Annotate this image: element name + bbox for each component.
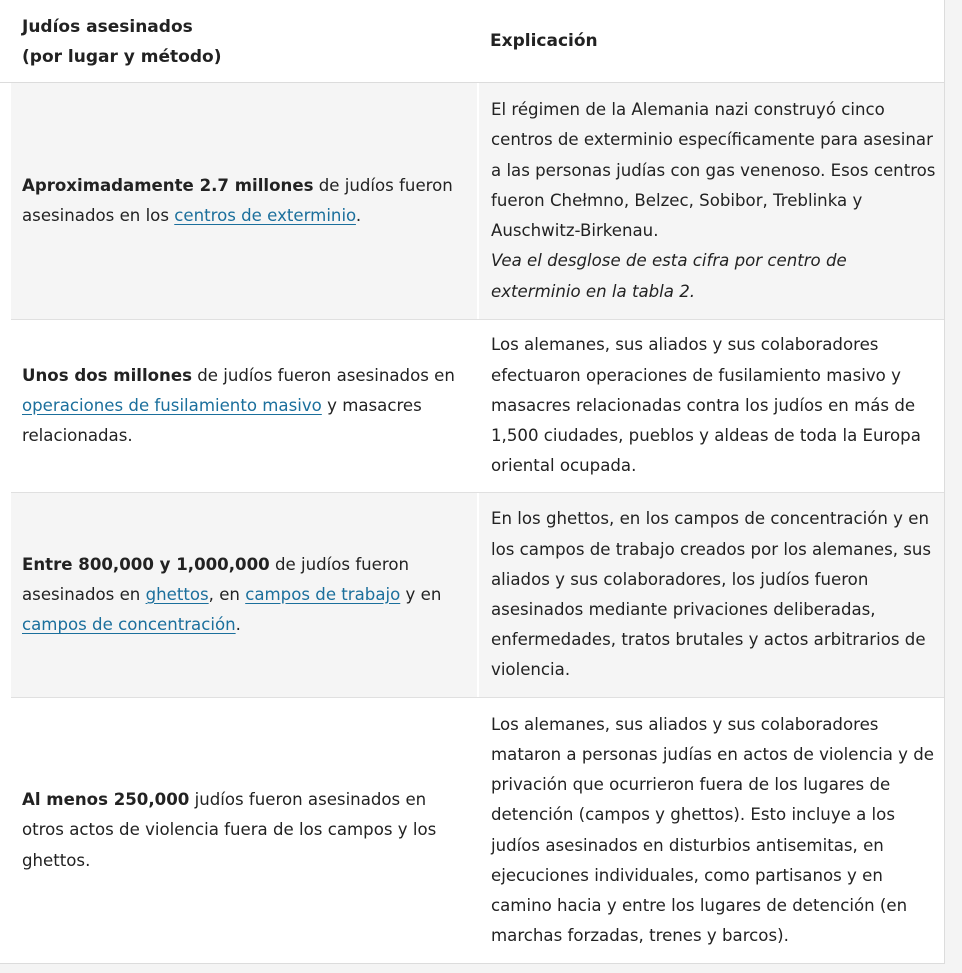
victims-text: judíos fueron asesinados en otros actos de violencia fuera de los campos y los ghettos. xyxy=(22,790,437,870)
link-ghettos[interactable]: ghettos xyxy=(145,584,209,604)
explanation-text: Los alemanes, sus aliados y sus colaboradores efectuaron operaciones de fusilamiento masivo y masacres relacionadas contra los judíos en más de 1,500 ciudades, pueblos y aldeas de toda la Europa oriental ocupada. xyxy=(491,335,921,476)
victims-text: y en xyxy=(400,584,442,604)
victims-text: de judíos fueron asesinados en xyxy=(191,365,455,385)
header-victims-line2: (por lugar y método) xyxy=(22,47,222,67)
victims-count: Aproximadamente 2.7 millones xyxy=(22,175,314,195)
victims-cell xyxy=(11,320,477,492)
victims-count: Unos dos millones xyxy=(22,365,192,385)
explanation-cell xyxy=(479,493,944,697)
link-campos-de-concentracion[interactable]: campos de concentración xyxy=(22,615,236,635)
victims-text: , en xyxy=(208,584,246,604)
victims-cell xyxy=(11,698,477,963)
explanation-cell xyxy=(479,698,944,963)
explanation-text: El régimen de la Alemania nazi construyó cinco centros de exterminio específicamente para asesinar a las personas judías con gas venenoso. Esos centros fueron Chełmno, Belzec, Sobibor, Treblinka y Auschwitz-Birkenau. xyxy=(491,100,936,241)
victims-count: Al menos 250,000 xyxy=(22,790,190,810)
victims-cell xyxy=(11,493,477,697)
header-victims-line1: Judíos asesinados xyxy=(22,17,193,37)
victims-text: . xyxy=(235,615,241,635)
victims-text: y masacres relacionadas. xyxy=(22,395,422,446)
explanation-text: Los alemanes, sus aliados y sus colaboradores mataron a personas judías en actos de violencia y de privación que ocurrieron fuera de los lugares de detención (campos y ghettos). Esto incluye a los judíos asesinados en disturbios antisemitas, en ejecuciones individuales, como partisanos y en camino hacia y entre los lugares de detención (en marchas forzadas, trenes y barcos). xyxy=(491,714,934,946)
table-header-row xyxy=(0,0,944,83)
header-cell-victims xyxy=(0,0,478,82)
link-centros-de-exterminio[interactable]: centros de exterminio xyxy=(174,206,356,225)
table-row xyxy=(11,493,944,697)
header-explanation: Explicación xyxy=(490,31,598,51)
victims-count: Entre 800,000 y 1,000,000 xyxy=(22,554,270,574)
victims-text: de judíos fueron asesinados en los xyxy=(22,175,453,225)
explanation-note: Vea el desglose de esta cifra por centro de exterminio en la tabla 2. xyxy=(491,251,847,301)
header-cell-explanation xyxy=(478,0,944,82)
table-row xyxy=(11,83,944,319)
explanation-cell xyxy=(479,83,944,319)
victims-cell xyxy=(11,83,477,319)
link-campos-de-trabajo[interactable]: campos de trabajo xyxy=(245,584,401,604)
link-operaciones-de-fusilamiento-masivo[interactable]: operaciones de fusilamiento masivo xyxy=(22,395,322,415)
explanation-cell xyxy=(479,320,944,492)
victims-text: . xyxy=(355,206,362,225)
table-row xyxy=(11,698,944,963)
victims-text: de judíos fueron asesinados en xyxy=(22,554,410,604)
explanation-text: En los ghettos, en los campos de concentración y en los campos de trabajo creados por los alemanes, sus aliados y sus colaboradores, los judíos fueron asesinados mediante privaciones deliberadas, enfermedades, tratos brutales y actos arbitrarios de violencia. xyxy=(491,509,932,680)
table-row xyxy=(11,320,944,492)
